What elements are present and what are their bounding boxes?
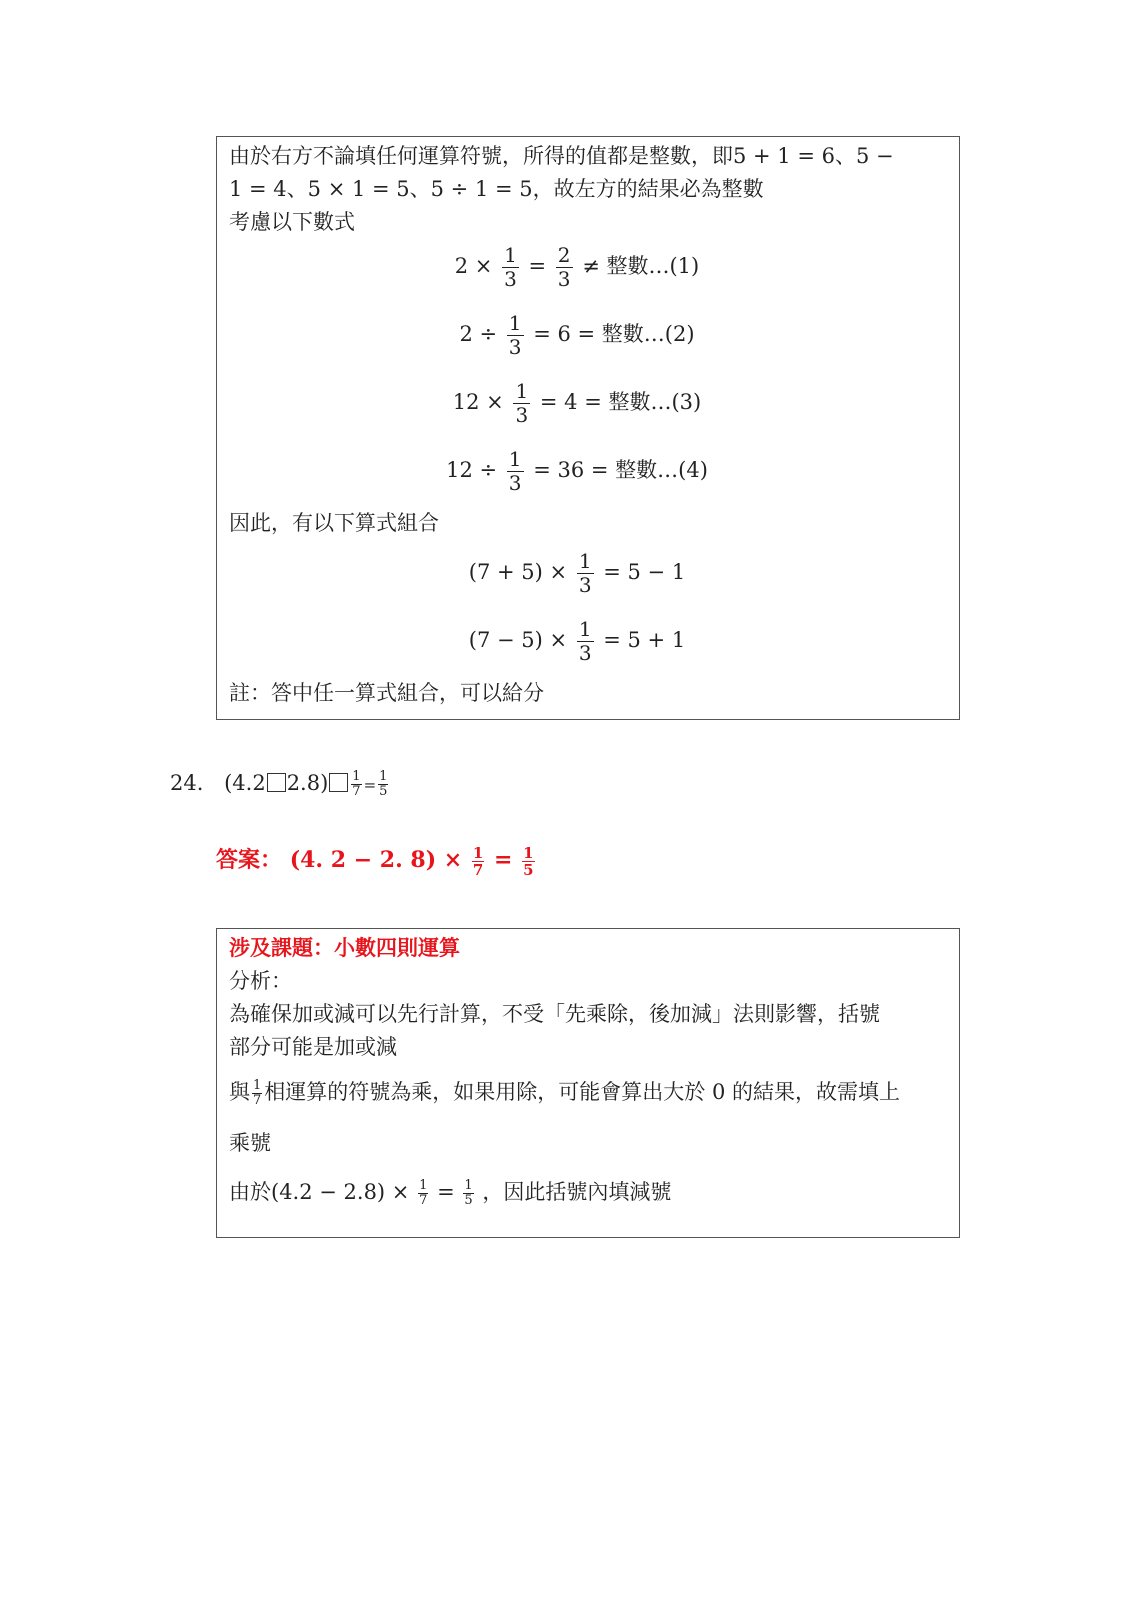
equation-5: (7 + 5) × $\frac{1}{3}$ = 5 − 1: [468, 549, 686, 597]
equation-4: 12 ÷ $\frac{1}{3}$ = 36 = 整數…(4): [446, 447, 708, 495]
fraction: $\frac{1}{5}$: [523, 843, 534, 879]
scoring-note: 註：答中任一算式組合，可以給分: [229, 681, 544, 705]
analysis-line-1: 為確保加或減可以先行計算，不受「先乘除，後加減」法則影響，括號: [229, 1002, 880, 1026]
fraction: $\frac{1}{5}$: [464, 1178, 473, 1208]
question-24: 24. (4.2 2.8) $\frac{1}{7}$ = $\frac{1}{5}$: [170, 769, 388, 799]
consider-label: 考慮以下數式: [229, 210, 355, 234]
fraction: $\frac{1}{7}$: [472, 843, 484, 879]
fraction: $\frac{1}{3}$: [515, 379, 529, 427]
explanation-box-24: [216, 928, 960, 1238]
equation-2: 2 ÷ $\frac{1}{3}$ = 6 = 整數…(2): [459, 311, 695, 359]
blank-box-2: [329, 773, 348, 792]
reason-line-2: 1 = 4、5 × 1 = 5、5 ÷ 1 = 5，故左方的結果必為整數: [229, 177, 764, 201]
fraction: $\frac{1}{3}$: [578, 549, 592, 597]
question-number: 24.: [170, 771, 204, 795]
fraction: $\frac{1}{7}$: [253, 1078, 262, 1108]
analysis-line-3: 與 $\frac{1}{7}$ 相運算的符號為乘，如果用除，可能會算出大於 0 的結果，故需填上: [229, 1078, 900, 1108]
analysis-line-5: 由於(4.2 − 2.8) × $\frac{1}{7}$ = $\frac{1}{5}$ ，因此括號內填減號: [229, 1178, 672, 1208]
equation-6: (7 − 5) × $\frac{1}{3}$ = 5 + 1: [468, 617, 686, 665]
fraction: $\frac{1}{5}$: [379, 769, 388, 799]
combination-label: 因此，有以下算式組合: [229, 511, 439, 535]
fraction: $\frac{1}{7}$: [419, 1178, 428, 1208]
fraction: $\frac{1}{3}$: [508, 447, 522, 495]
analysis-line-2: 部分可能是加或減: [229, 1035, 397, 1059]
answer-expression: (𝟒. 𝟐 − 𝟐. 𝟖) ×: [289, 847, 463, 873]
reason-line-1: 由於右方不論填任何運算符號，所得的值都是整數，即5 + 1 = 6、5 −: [229, 144, 894, 168]
analysis-label: 分析：: [229, 969, 292, 993]
equation-3: 12 × $\frac{1}{3}$ = 4 = 整數…(3): [452, 379, 702, 427]
equation-1: 2 × $\frac{1}{3}$ = $\frac{2}{3}$ ≠ 整數…(1): [454, 243, 700, 291]
explanation-box-23: [216, 136, 960, 720]
answer-line: 答案： (𝟒. 𝟐 − 𝟐. 𝟖) × $\frac{1}{7}$ = $\frac{1}{5}$: [216, 843, 534, 879]
fraction: $\frac{2}{3}$: [557, 243, 571, 291]
blank-box-1: [267, 773, 286, 792]
analysis-line-4: 乘號: [229, 1131, 271, 1155]
fraction: $\frac{1}{3}$: [578, 617, 592, 665]
fraction: $\frac{1}{3}$: [504, 243, 517, 291]
fraction: $\frac{1}{7}$: [352, 769, 361, 799]
fraction: $\frac{1}{3}$: [508, 311, 522, 359]
answer-label: 答案：: [216, 847, 283, 873]
topic-title: 涉及課題：小數四則運算: [229, 935, 460, 960]
